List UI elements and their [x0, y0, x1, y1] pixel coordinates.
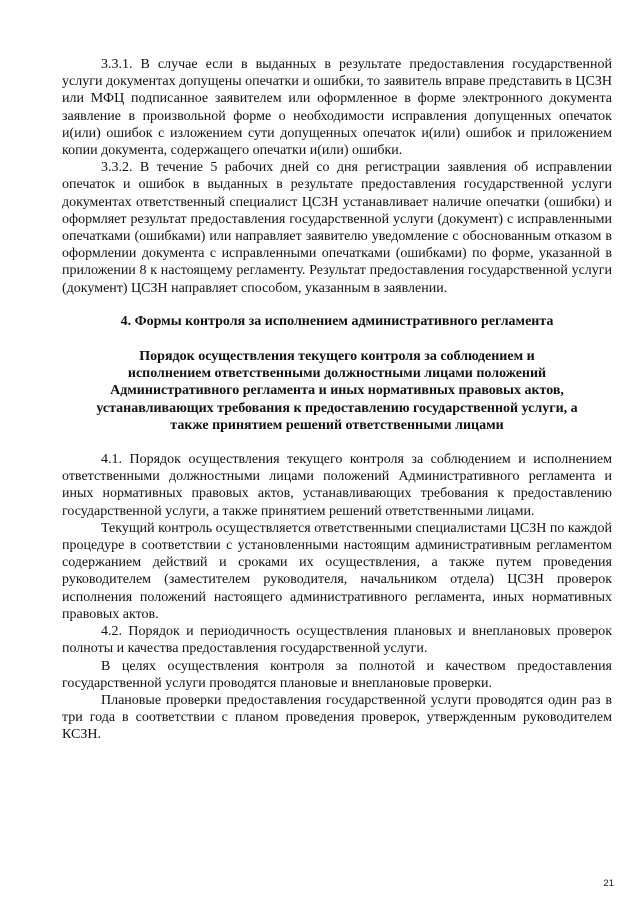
- paragraph-4-1: 4.1. Порядок осуществления текущего контроля за соблюдением и исполнением ответственными должностными лицами положений Административного регламента и иных нормативных правовых актов, устанавливающих требования к предоставлению государственной услуги, а также принятием решений ответственными лицами.: [62, 452, 612, 519]
- paragraph-planned-checks: Плановые проверки предоставления государственной услуги проводятся один раз в три года в соответствии с планом проведения проверок, утвержденным руководителем КСЗН.: [62, 692, 612, 743]
- paragraph-3-3-2: 3.3.2. В течение 5 рабочих дней со дня регистрации заявления об исправлении опечаток и ошибок в выданных в результате предоставления государственной услуги документах ответственный специалист ЦСЗН устанавливает наличие опечатки (ошибки) и оформляет результат предоставления государственной услуги (документ) с исправленными опечатками (ошибками) или направляет заявителю уведомление с обоснованным отказом в оформлении документа с исправленными опечатками (ошибками) по форме, указанной в приложении 8 к настоящему регламенту. Результат предоставления государственной услуги (документ) ЦСЗН направляет способом, указанным в заявлении.: [62, 160, 612, 296]
- paragraph-current-control: Текущий контроль осуществляется ответственными специалистами ЦСЗН по каждой процедуре в соответствии с установленными настоящим административным регламентом содержанием действий и сроками их осуществления, а также путем проведения руководителем (заместителем руководителя, начальником отдела) ЦСЗН проверок исполнения положений настоящего административного регламента, иных нормативных правовых актов.: [62, 520, 612, 622]
- paragraph-control-purpose: В целях осуществления контроля за полнотой и качеством предоставления государственной услуги проводятся плановые и внеплановые проверки.: [62, 658, 612, 691]
- paragraph-4-2: 4.2. Порядок и периодичность осуществления плановых и внеплановых проверок полноты и качества предоставления государственной услуги.: [62, 624, 612, 657]
- subsection-heading: Порядок осуществления текущего контроля за соблюдением и исполнением ответственными должностными лицами положений Административного регламента и иных нормативных правовых актов, устанавливающих требования к предоставлению государственной услуги, а также принятием решений ответственными лицами: [96, 349, 578, 433]
- paragraph-3-3-1: 3.3.1. В случае если в выданных в результате предоставления государственной услуги документах допущены опечатки и ошибки, то заявитель вправе представить в ЦСЗН или МФЦ подписанное заявителем или оформленное в форме электронного документа заявление в произвольной форме о необходимости исправления допущенных опечаток и(или) ошибок с изложением сути допущенных опечаток и(или) ошибок и приложением копии документа, содержащего опечатки и(или) ошибки.: [62, 57, 612, 159]
- section-heading: 4. Формы контроля за исполнением административного регламента: [120, 313, 554, 329]
- page-number: 21: [603, 878, 614, 889]
- document-page: [62, 56, 612, 744]
